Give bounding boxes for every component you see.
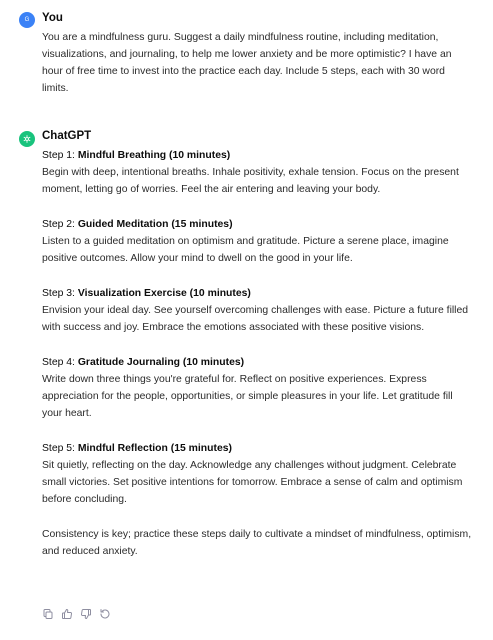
chatgpt-logo-icon: [19, 131, 35, 147]
step-title: Mindful Reflection (15 minutes): [77, 443, 232, 454]
copy-icon[interactable]: [42, 608, 54, 620]
step-4: [42, 354, 472, 422]
step-prefix: Step 4:: [42, 357, 78, 368]
message-actions: [42, 608, 111, 620]
step-title: Mindful Breathing (10 minutes): [77, 150, 231, 161]
step-text: Envision your ideal day. See yourself overcoming challenges with ease. Picture a future filled with success and joy. Embrace the emotions associated with these positive visions.: [42, 305, 469, 333]
user-author-name: You: [42, 12, 63, 24]
step-title: Guided Meditation (15 minutes): [77, 219, 233, 230]
step-prefix: Step 5:: [42, 443, 78, 454]
step-heading: [42, 285, 472, 302]
assistant-author-name: ChatGPT: [42, 130, 92, 142]
step-title: Gratitude Journaling (10 minutes): [77, 357, 245, 368]
closing-paragraph: Consistency is key; practice these steps daily to cultivate a mindset of mindfulness, optimism, and reduced anxiety.: [42, 529, 472, 557]
step-heading: [42, 440, 472, 457]
step-title: Visualization Exercise (10 minutes): [77, 288, 251, 299]
step-text: Begin with deep, intentional breaths. Inhale positivity, exhale tension. Focus on the present moment, letting go of worries. Feel the air entering and leaving your body.: [42, 167, 459, 195]
user-prompt: You are a mindfulness guru. Suggest a daily mindfulness routine, including meditation, visualizations, and journaling, to help me lower anxiety and be more optimistic? I have an hour of free time to invest into the practice each day. Include 5 steps, each with 30 word limits.: [42, 32, 452, 94]
step-text: Write down three things you're grateful for. Reflect on positive experiences. Express appreciation for the people, opportunities, or simple pleasures in your life. Let gratitude fill your heart.: [42, 374, 453, 419]
step-heading: [42, 147, 472, 164]
step-2: [42, 216, 472, 267]
step-text: Listen to a guided meditation on optimism and gratitude. Picture a serene place, imagine positive outcomes. Allow your mind to dwell on the good in your life.: [42, 236, 449, 264]
user-message-text: [42, 29, 472, 97]
step-5: [42, 440, 472, 508]
step-heading: [42, 354, 472, 371]
step-prefix: Step 2:: [42, 219, 78, 230]
regenerate-icon[interactable]: [99, 608, 111, 620]
step-text: Sit quietly, reflecting on the day. Acknowledge any challenges without judgment. Celebrate small victories. Set positive intentions for tomorrow. Embrace a sense of calm and optimism before concluding.: [42, 460, 463, 505]
user-avatar: [19, 12, 35, 28]
step-1: [42, 147, 472, 198]
user-avatar-initial: G: [24, 17, 30, 23]
step-3: [42, 285, 472, 336]
step-prefix: Step 1:: [42, 150, 78, 161]
thumbs-up-icon[interactable]: [61, 608, 73, 620]
step-heading: [42, 216, 472, 233]
step-prefix: Step 3:: [42, 288, 78, 299]
thumbs-down-icon[interactable]: [80, 608, 92, 620]
assistant-response: [42, 147, 472, 560]
